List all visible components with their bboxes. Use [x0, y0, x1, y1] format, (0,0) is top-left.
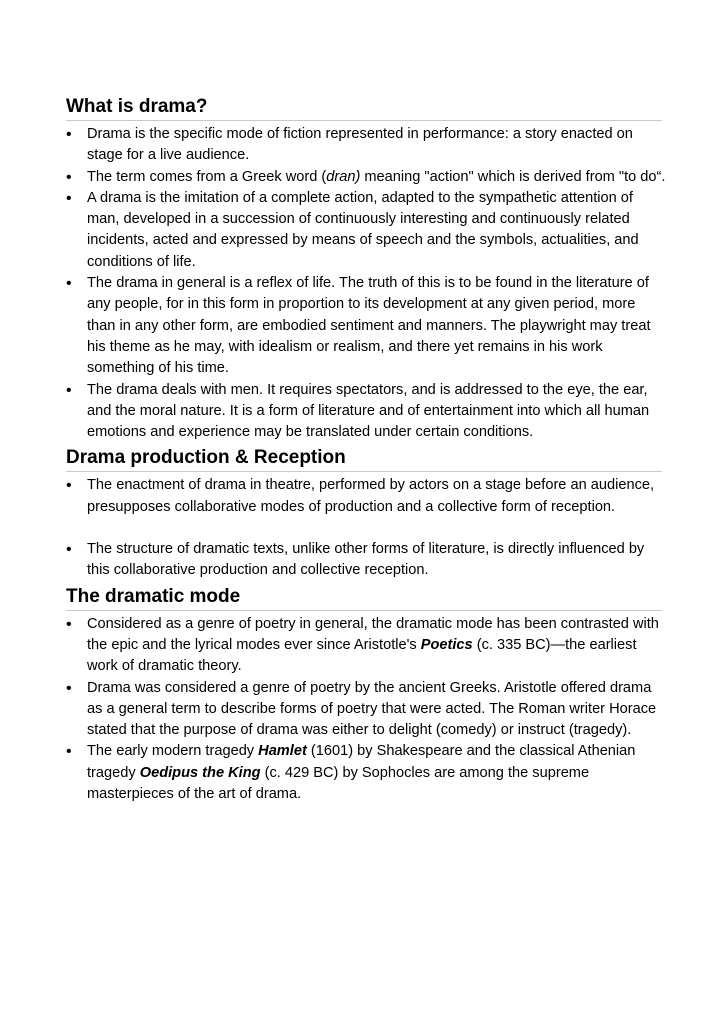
text-run: The early modern tragedy	[87, 743, 259, 760]
bullet-item	[66, 273, 667, 379]
bullet-list	[66, 124, 666, 443]
bullet-list	[66, 614, 666, 806]
section-heading: The dramatic mode	[66, 585, 662, 611]
text-run-bold-italic: Oedipus the King	[139, 764, 261, 781]
text-run: Drama was considered a genre of poetry by the ancient Greeks. Aristotle offered drama as a general term to describe forms of poetry that were acted. The Roman writer Horace stated that the purpose of drama was either to delight (comedy) or instruct (tragedy).	[87, 679, 657, 739]
text-run: Considered as a genre of poetry in general, the dramatic mode has been contrasted with the epic and the lyrical modes ever since Aristotle's	[87, 615, 659, 653]
text-run: Drama is the specific mode of fiction represented in performance: a story enacted on stage for a live audience.	[87, 126, 633, 164]
bullet-item	[66, 475, 667, 518]
bullet-item	[66, 124, 667, 167]
bullet-list	[66, 475, 666, 581]
bullet-item	[66, 380, 667, 444]
section-dramatic-mode	[66, 585, 666, 806]
bullet-item	[66, 188, 667, 273]
section-what-is-drama	[66, 95, 666, 443]
text-run: The drama deals with men. It requires spectators, and is addressed to the eye, the ear, and the moral nature. It is a form of literature and of entertainment into which all human emotions and experience may be translated under certain conditions.	[87, 381, 650, 441]
text-run: (c. 335 BC)—the earliest work of dramatic theory.	[87, 636, 637, 675]
text-run: The drama in general is a reflex of life. The truth of this is to be found in the literature of any people, for in this form in proportion to its development at any given period, more than in any other form, are embodied sentiment and manners. The playwright may treat his theme as he may, with idealism or realism, and there yet remains in his work something of his time.	[87, 275, 651, 377]
bullet-item	[66, 614, 667, 678]
text-run: (c. 429 BC) by Sophocles are among the supreme masterpieces of the art of drama.	[87, 764, 590, 803]
section-heading: What is drama?	[66, 95, 662, 121]
text-run: The term comes from a Greek word (	[87, 168, 327, 185]
text-run: The enactment of drama in theatre, performed by actors on a stage before an audience, presupposes collaborative modes of production and a collective form of reception.	[87, 477, 655, 515]
section-drama-production	[66, 446, 666, 581]
section-heading: Drama production & Reception	[66, 446, 662, 472]
bullet-item	[66, 678, 667, 742]
text-run: The structure of dramatic texts, unlike other forms of literature, is directly influenced by this collaborative production and collective reception.	[87, 541, 645, 579]
text-run-bold-italic: Hamlet	[258, 743, 307, 760]
bullet-item	[66, 741, 667, 805]
text-run: A drama is the imitation of a complete action, adapted to the sympathetic attention of man, developed in a succession of continuously interesting and continuously related incidents, acted and expressed by means of speech and the symbols, actualities, and conditions of life.	[87, 189, 639, 270]
bullet-item	[66, 539, 667, 582]
bullet-item	[66, 167, 667, 188]
text-run-italic: dran)	[326, 168, 361, 185]
text-run-bold-italic: Poetics	[420, 636, 473, 653]
text-run: (1601) by Shakespeare and the classical Athenian tragedy	[87, 743, 636, 781]
text-run: meaning "action" which is derived from "to do“.	[360, 168, 666, 185]
